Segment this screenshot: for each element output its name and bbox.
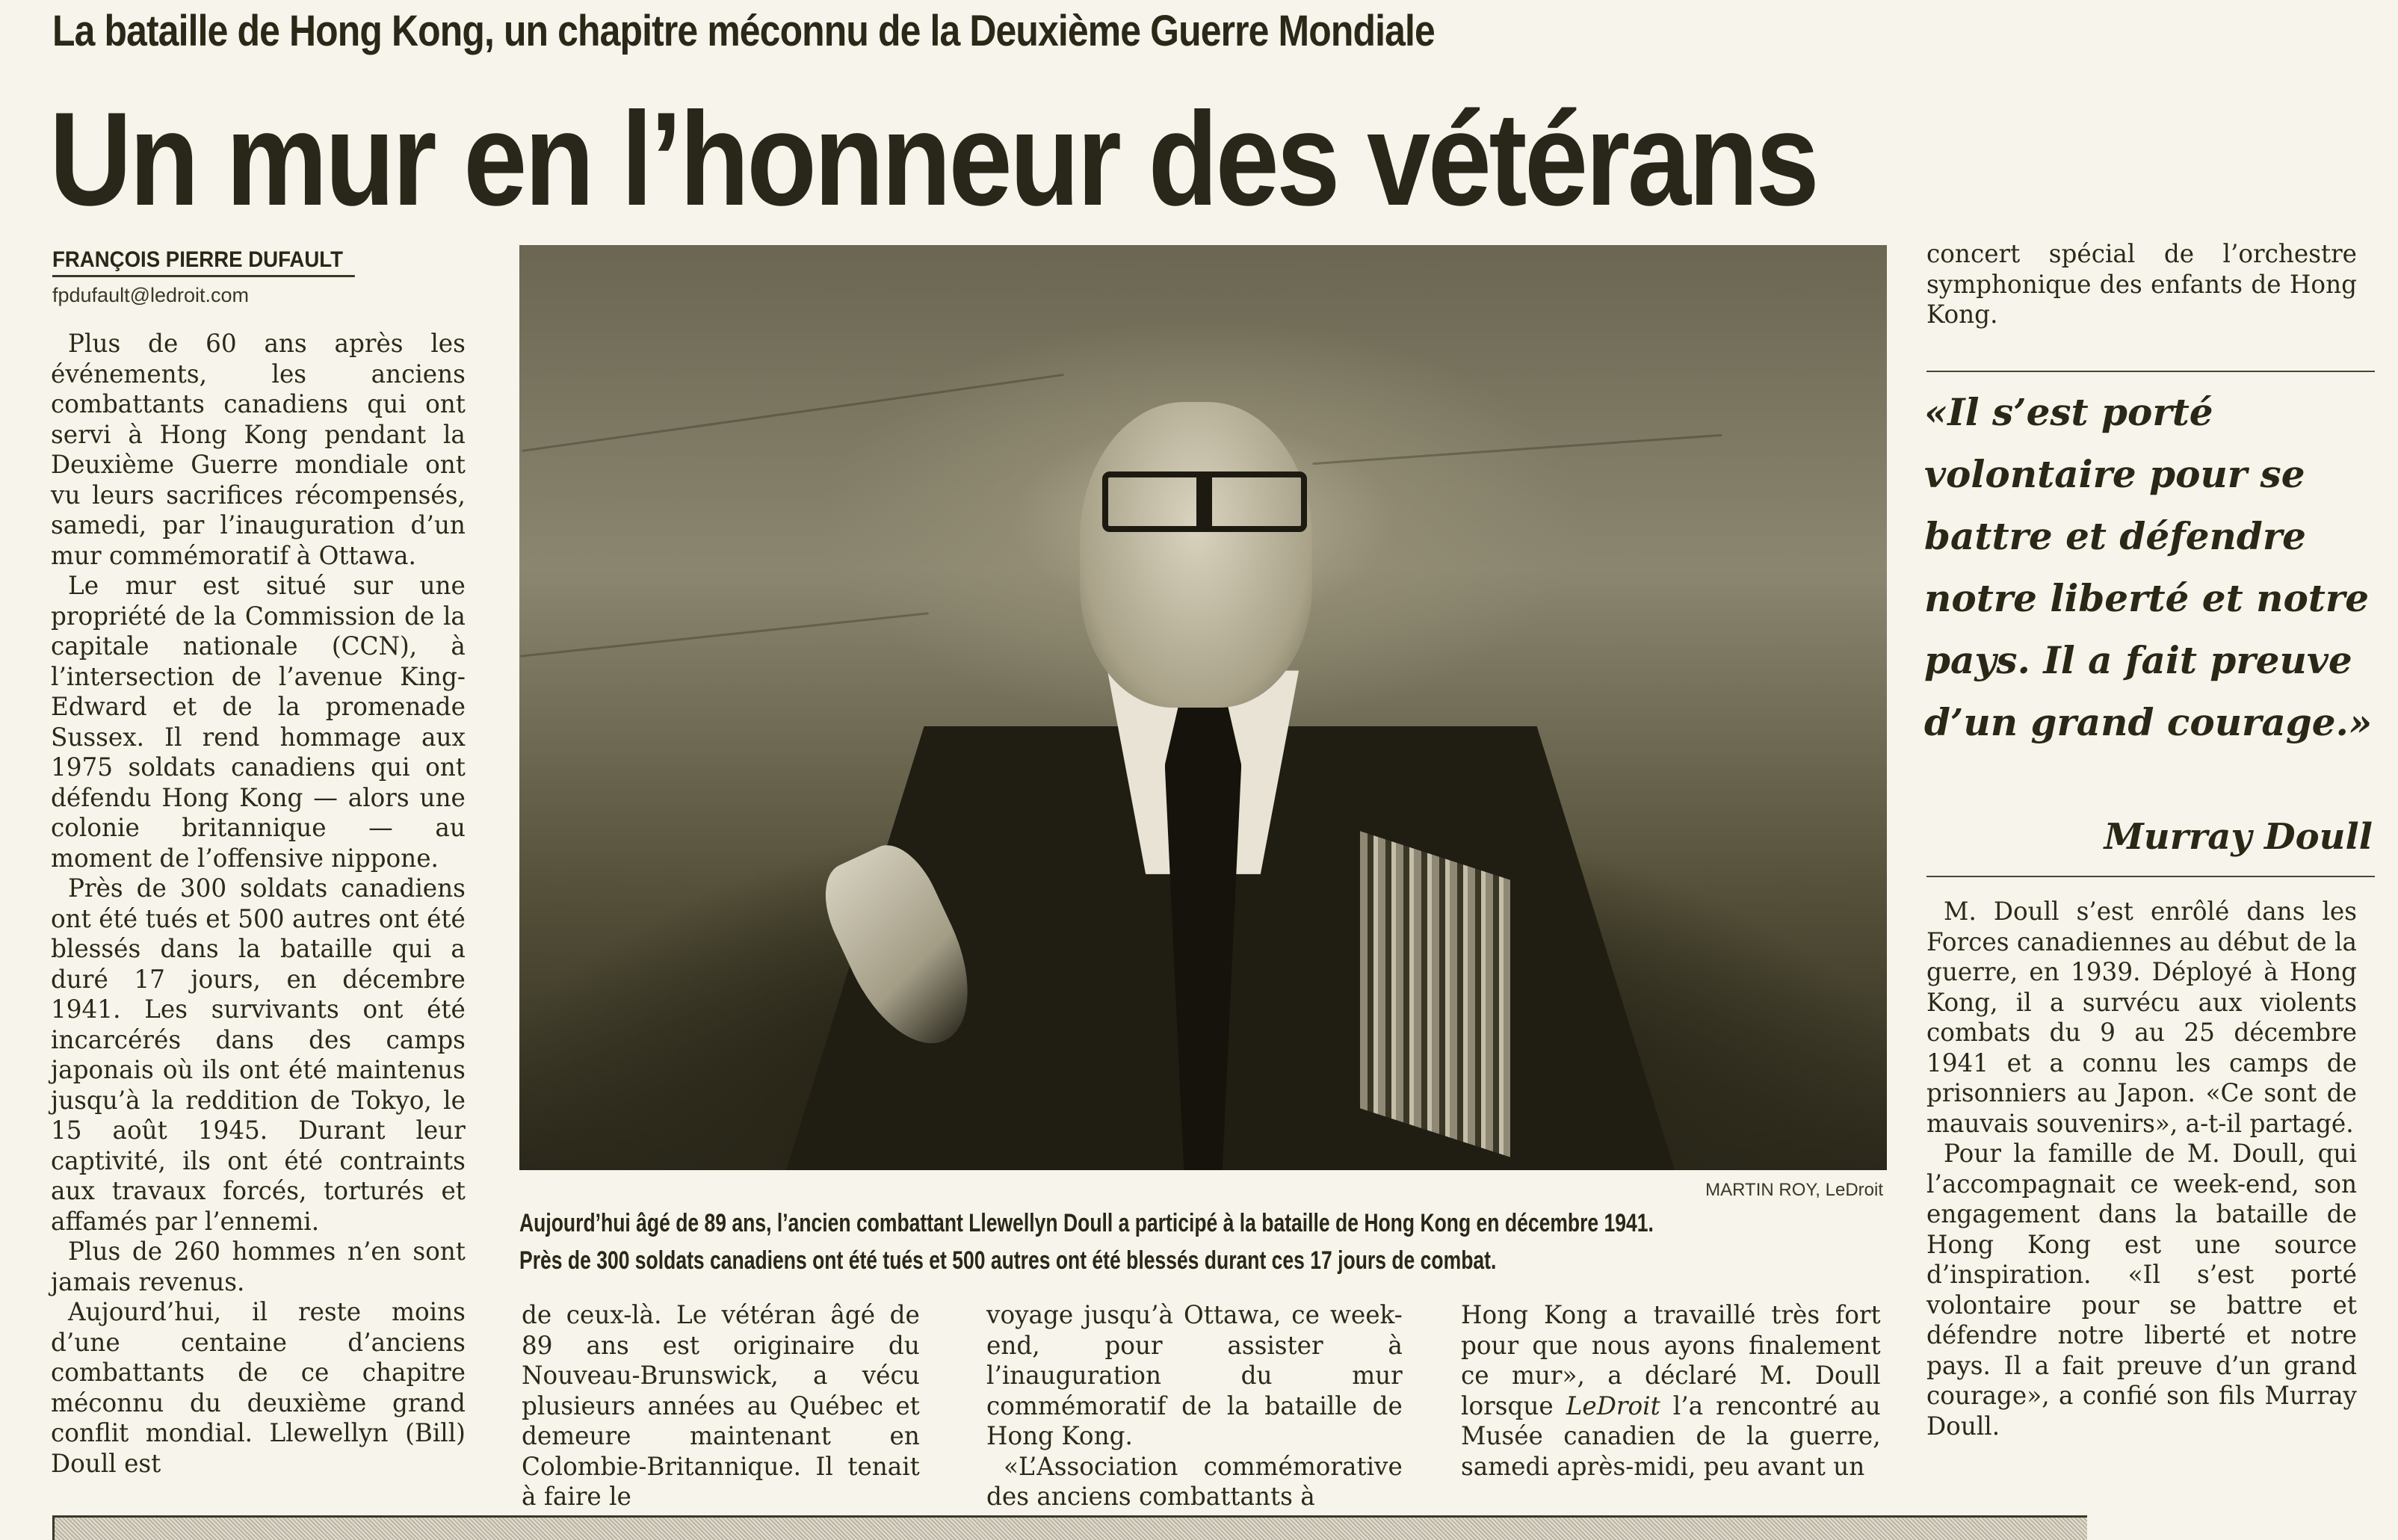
byline-author: FRANÇOIS PIERRE DUFAULT bbox=[52, 247, 355, 277]
byline-email[interactable]: fpdufault@ledroit.com bbox=[52, 284, 250, 306]
wall-seam bbox=[520, 612, 928, 657]
pull-quote-rule-top bbox=[1926, 371, 2375, 372]
paragraph: Pour la famille de M. Doull, qui l’accompagnait ce week-end, son engagement dans la bataille de Hong Kong est une source d’inspiration. «Il s’est porté volontaire pour se battre et défendre notre liberté et notre pays. Il a fait preuve d’un grand courage», a confié son fils Murray Doull. bbox=[1926, 1139, 2357, 1441]
paragraph: concert spécial de l’orchestre symphonique des enfants de Hong Kong. bbox=[1926, 239, 2357, 330]
paragraph: Plus de 60 ans après les événements, les anciens combattants canadiens qui ont servi à Hong Kong pendant la Deuxième Guerre mondiale ont vu leurs sacrifices récompensés, samedi, par l’inauguration d’un mur commémoratif à Ottawa. bbox=[51, 329, 466, 571]
paragraph: de ceux-là. Le vétéran âgé de 89 ans est originaire du Nouveau-Brunswick, a vécu plusieurs années au Québec et demeure maintenant en Colombie-Britannique. Il tenait à faire le bbox=[522, 1300, 920, 1512]
paragraph: Plus de 260 hommes n’en sont jamais revenus. bbox=[51, 1237, 466, 1297]
article-column-5 bbox=[1926, 897, 2357, 1441]
pull-quote-rule-bottom bbox=[1926, 876, 2375, 877]
kicker-headline: La bataille de Hong Kong, un chapitre méconnu de la Deuxième Guerre Mondiale bbox=[52, 7, 1435, 55]
photo-head bbox=[1080, 402, 1312, 708]
photo-caption: Aujourd’hui âgé de 89 ans, l’ancien combattant Llewellyn Doull a participé à la bataille de Hong Kong en décembre 1941. Près de 300 soldats canadiens ont été tués et 500 autres ont été blessés durant ces 17 jours de combat. bbox=[519, 1209, 1654, 1275]
paragraph bbox=[1461, 1300, 1881, 1482]
veteran-photo bbox=[519, 245, 1887, 1170]
pull-quote: «Il s’est porté volontaire pour se battre et défendre notre liberté et notre pays. Il a fait preuve d’un grand courage.» bbox=[1924, 390, 2373, 744]
photo-medals-right bbox=[1360, 831, 1510, 1157]
paragraph: Aujourd’hui, il reste moins d’une centaine d’anciens combattants de ce chapitre méconnu du deuxième grand conflit mondial. Llewellyn (Bill) Doull est bbox=[51, 1297, 466, 1479]
photo-credit: MARTIN ROY, LeDroit bbox=[1705, 1180, 1883, 1200]
wall-seam bbox=[522, 374, 1063, 452]
article-column-4 bbox=[1461, 1300, 1881, 1482]
paragraph: M. Doull s’est enrôlé dans les Forces canadiennes au début de la guerre, en 1939. Déployé à Hong Kong, il a survécu aux violents combats du 9 au 25 décembre 1941 et a connu les camps de prisonniers au Japon. «Ce sont de mauvais souvenirs», a-t-il partagé. bbox=[1926, 897, 2357, 1139]
publication-name: LeDroit bbox=[1566, 1391, 1660, 1421]
text-run: Hong Kong a travaillé très fort pour que nous ayons finalement ce mur», a déclaré M. Doull lorsque bbox=[1461, 1300, 1881, 1421]
article-column-3 bbox=[986, 1300, 1403, 1512]
article-column-2 bbox=[522, 1300, 920, 1512]
paragraph: «L’Association commémorative des anciens combattants à bbox=[986, 1451, 1403, 1512]
text-run: l’a rencontré au Musée canadien de la guerre, samedi après-midi, peu avant un bbox=[1461, 1391, 1881, 1482]
photo-glasses bbox=[1102, 471, 1308, 531]
article-column-1 bbox=[51, 329, 466, 1479]
paragraph: Le mur est situé sur une propriété de la Commission de la capitale nationale (CCN), à l’intersection de l’avenue King-Edward et de la promenade Sussex. Il rend hommage aux 1975 soldats canadiens qui ont défendu Hong Kong — alors une colonie britannique — au moment de l’offensive nippone. bbox=[51, 571, 466, 873]
paragraph: Près de 300 soldats canadiens ont été tués et 500 autres ont été blessés dans la bataille qui a duré 17 jours, en décembre 1941. Les survivants ont été incarcérés dans des camps japonais où ils ont été maintenus jusqu’à la reddition de Tokyo, le 15 août 1945. Durant leur captivité, ils ont été contraints aux travaux forcés, torturés et affamés par l’ennemi. bbox=[51, 873, 466, 1237]
article-column-5-top bbox=[1926, 239, 2357, 330]
adjacent-article-box bbox=[52, 1515, 2087, 1540]
main-headline: Un mur en l’honneur des vétérans bbox=[49, 84, 1817, 233]
pull-quote-attribution: Murray Doull bbox=[2104, 816, 2373, 858]
wall-seam bbox=[1313, 434, 1722, 465]
paragraph: voyage jusqu’à Ottawa, ce week-end, pour assister à l’inauguration du mur commémoratif de la bataille de Hong Kong. bbox=[986, 1300, 1403, 1451]
